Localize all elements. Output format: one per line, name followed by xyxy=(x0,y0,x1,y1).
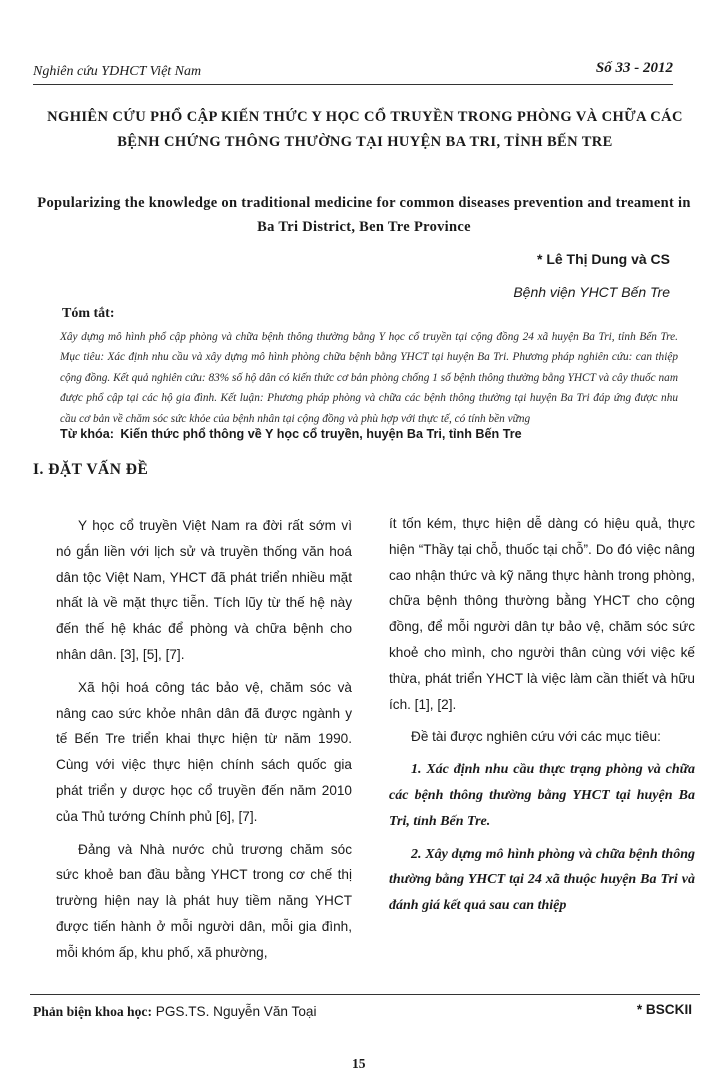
section-heading: I. ĐẶT VẤN ĐỀ xyxy=(33,461,149,478)
footer-divider xyxy=(30,994,700,995)
issue-number: Số 33 - 2012 xyxy=(595,60,673,76)
right-column xyxy=(389,511,695,926)
left-column xyxy=(56,513,352,973)
reviewer-label: Phản biện khoa học: xyxy=(33,1004,152,1019)
article-title-vietnamese: NGHIÊN CỨU PHỔ CẬP KIẾN THỨC Y HỌC CỔ TRUYỀN TRONG PHÒNG VÀ CHỮA CÁC BỆNH CHỨNG THÔNG THƯỜNG TẠI HUYỆN BA TRI, TỈNH BẾN TRE xyxy=(47,109,683,150)
reviewer-line xyxy=(33,1004,316,1020)
objective-1: 1. Xác định nhu cầu thực trạng phòng và chữa các bệnh thông thường bằng YHCT tại huyện Ba Tri, tỉnh Bến Tre. xyxy=(389,762,695,829)
paragraph-continued: ít tốn kém, thực hiện dễ dàng có hiệu quả, thực hiện “Thầy tại chỗ, thuốc tại chỗ”. Do đó việc nâng cao nhận thức và kỹ năng thực hành trong phòng, chữa bệnh thông thường bằng YHCT cho cộng đồng, để mỗi người dân tự bảo vệ, chăm sóc sức khoẻ cho mình, cho người thân cùng với việc kế thừa, phát triển YHCT là việc làm cần thiết và hữu ích. [1], [2]. xyxy=(389,516,695,712)
abstract-heading: Tóm tắt: xyxy=(62,306,115,321)
article-title-english: Popularizing the knowledge on traditional medicine for common diseases prevention and treament in Ba Tri District, Ben Tre Province xyxy=(37,195,691,235)
running-header xyxy=(33,60,673,85)
author-footnote: * BSCKII xyxy=(636,1002,692,1017)
paragraph: Y học cổ truyền Việt Nam ra đời rất sớm vì nó gắn liền với lịch sử và truyền thống văn hoá dân tộc Việt Nam, YHCT đã phát triển nhiều mặt nhất là về mặt thực tiễn. Tích lũy từ thế hệ này đến thế hệ khác để phòng và chữa bệnh cho nhân dân. [3], [5], [7]. xyxy=(56,518,352,662)
abstract-text: Xây dựng mô hình phổ cập phòng và chữa bệnh thông thường bằng Y học cổ truyền tại cộng đồng 24 xã huyện Ba Tri, tỉnh Bến Tre. Mục tiêu: Xác định nhu cầu và xây dựng mô hình phòng chữa bệnh bằng YHCT tại huyện Ba Tri. Phương pháp nghiên cứu: can thiệp cộng đồng. Kết quả nghiên cứu: 83% số hộ dân có kiến thức cơ bản phòng chống 1 số bệnh thông thường bằng YHCT và cây thuốc nam được phổ cập tại các hộ gia đình. Kết luận: Phương pháp phòng và chữa các bệnh thông thường tại huyện Ba Tri đáp ứng được nhu cầu cơ bản về chăm sóc sức khỏe của bệnh nhân tại cộng đồng và phù hợp với thực tế, có tính bền vững xyxy=(60,331,678,425)
reviewer-name: PGS.TS. Nguyễn Văn Toại xyxy=(155,1004,317,1019)
author-line: * Lê Thị Dung và CS xyxy=(536,251,670,267)
objectives-intro: Đề tài được nghiên cứu với các mục tiêu: xyxy=(411,729,661,745)
objective-2: 2. Xây dựng mô hình phòng và chữa bệnh thông thường bằng YHCT tại 24 xã thuộc huyện Ba Tri và đánh giá kết quả sau can thiệp xyxy=(389,846,695,914)
journal-name: Nghiên cứu YDHCT Việt Nam xyxy=(33,64,202,79)
author-affiliation: Bệnh viện YHCT Bến Tre xyxy=(513,284,670,300)
paragraph: Đảng và Nhà nước chủ trương chăm sóc sức khoẻ ban đầu bằng YHCT trong cơ chế thị trường hiện nay là phát huy tiềm năng YHCT được tiến hành ở mỗi người dân, mỗi gia đình, mỗi khóm ấp, khu phố, xã phường, xyxy=(56,841,352,960)
paragraph: Xã hội hoá công tác bảo vệ, chăm sóc và nâng cao sức khỏe nhân dân đã được ngành y tế Bến Tre triển khai thực hiện từ năm 1990. Cùng với việc thực hiện chính sách quốc gia phát triển y dược học cổ truyền đến năm 2010 của Thủ tướng Chính phủ [6], [7]. xyxy=(56,679,352,824)
keywords-text: Kiến thức phổ thông về Y học cổ truyền, huyện Ba Tri, tỉnh Bến Tre xyxy=(120,427,522,441)
page-number: 15 xyxy=(352,1056,366,1071)
keywords-label: Từ khóa: xyxy=(60,427,114,441)
keywords-line xyxy=(60,427,690,441)
